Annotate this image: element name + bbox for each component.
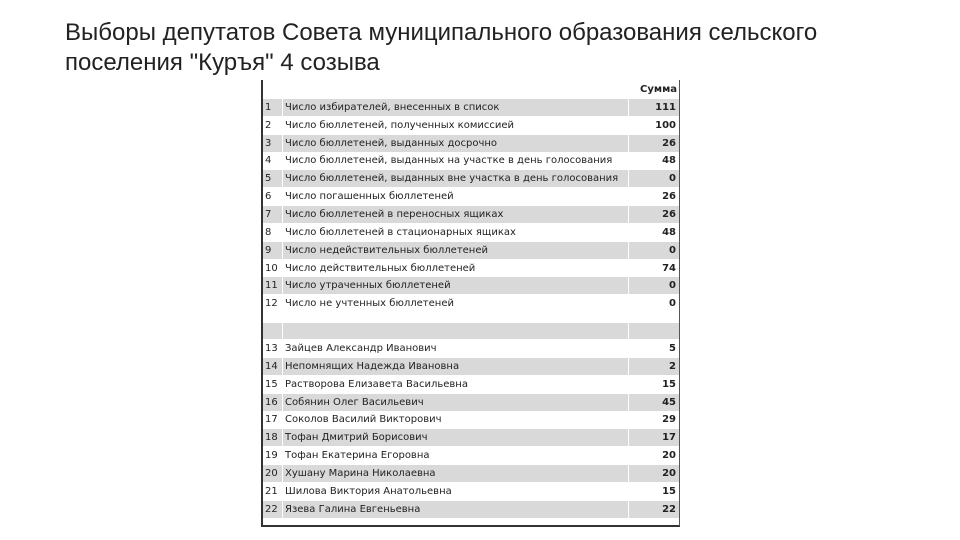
table-row	[263, 412, 679, 430]
row-number: 15	[263, 376, 283, 393]
row-label: Тофан Екатерина Егоровна	[283, 447, 629, 464]
row-number: 7	[263, 206, 283, 223]
row-value: 29	[629, 412, 679, 429]
table-row	[263, 224, 679, 242]
row-number: 22	[263, 501, 283, 518]
table-row	[263, 465, 679, 483]
blank-cell	[263, 323, 283, 339]
blank-cell	[629, 323, 679, 339]
row-value: 17	[629, 429, 679, 446]
blank-cell	[629, 313, 679, 322]
row-number: 17	[263, 412, 283, 429]
row-label: Число утраченных бюллетеней	[283, 277, 629, 294]
row-label: Соколов Василий Викторович	[283, 412, 629, 429]
row-value: 15	[629, 483, 679, 500]
blank-cell	[263, 313, 283, 322]
row-label: Число бюллетеней, выданных досрочно	[283, 135, 629, 152]
row-number: 10	[263, 260, 283, 277]
row-number: 20	[263, 465, 283, 482]
table-row	[263, 153, 679, 171]
blank-cell	[283, 313, 629, 322]
table-row	[263, 99, 679, 117]
row-value: 2	[629, 358, 679, 375]
table-row	[263, 135, 679, 153]
row-number: 21	[263, 483, 283, 500]
row-value: 111	[629, 99, 679, 116]
row-value: 0	[629, 170, 679, 187]
row-value: 20	[629, 447, 679, 464]
row-number: 14	[263, 358, 283, 375]
row-label: Непомнящих Надежда Ивановна	[283, 358, 629, 375]
row-value: 0	[629, 277, 679, 294]
row-value: 22	[629, 501, 679, 518]
table-body	[263, 99, 679, 519]
row-label: Число погашенных бюллетеней	[283, 188, 629, 205]
row-number: 19	[263, 447, 283, 464]
row-value: 15	[629, 376, 679, 393]
row-number: 5	[263, 170, 283, 187]
row-value: 26	[629, 206, 679, 223]
row-number: 2	[263, 117, 283, 134]
row-value: 74	[629, 260, 679, 277]
blank-cell	[283, 323, 629, 339]
row-label: Число бюллетеней, полученных комиссией	[283, 117, 629, 134]
row-label: Шилова Виктория Анатольевна	[283, 483, 629, 500]
row-label: Число не учтенных бюллетеней	[283, 295, 629, 312]
table-row	[263, 242, 679, 260]
table-row	[263, 170, 679, 188]
row-number: 12	[263, 295, 283, 312]
results-table	[261, 80, 680, 527]
row-label: Хушану Марина Николаевна	[283, 465, 629, 482]
row-value: 100	[629, 117, 679, 134]
row-number: 16	[263, 394, 283, 411]
slide-title: Выборы депутатов Совета муниципального образования сельского поселения "Куръя" 4 созыва	[65, 19, 818, 76]
row-label: Язева Галина Евгеньевна	[283, 501, 629, 518]
row-value: 0	[629, 295, 679, 312]
row-number: 6	[263, 188, 283, 205]
row-label: Число бюллетеней в переносных ящиках	[283, 206, 629, 223]
table-row	[263, 483, 679, 501]
row-label: Растворова Елизавета Васильевна	[283, 376, 629, 393]
row-value: 26	[629, 135, 679, 152]
table-row	[263, 340, 679, 358]
row-label: Число недействительных бюллетеней	[283, 242, 629, 259]
row-value: 0	[629, 242, 679, 259]
row-number: 11	[263, 277, 283, 294]
row-value: 48	[629, 224, 679, 241]
row-number: 9	[263, 242, 283, 259]
row-value: 45	[629, 394, 679, 411]
row-number: 4	[263, 153, 283, 170]
table-row	[263, 117, 679, 135]
blank-row	[263, 323, 679, 340]
row-label: Число бюллетеней, выданных вне участка в день голосования	[283, 170, 629, 187]
table-row	[263, 188, 679, 206]
row-number: 18	[263, 429, 283, 446]
row-label: Число бюллетеней, выданных на участке в день голосования	[283, 153, 629, 170]
row-label: Число бюллетеней в стационарных ящиках	[283, 224, 629, 241]
row-label: Собянин Олег Васильевич	[283, 394, 629, 411]
row-number: 1	[263, 99, 283, 116]
row-label: Число избирателей, внесенных в список	[283, 99, 629, 116]
table-row	[263, 376, 679, 394]
row-value: 5	[629, 340, 679, 357]
table-row	[263, 277, 679, 295]
table-row	[263, 501, 679, 519]
table-row	[263, 206, 679, 224]
table-row	[263, 447, 679, 465]
sum-column-header: Сумма	[640, 84, 677, 95]
table-row	[263, 358, 679, 376]
row-number: 8	[263, 224, 283, 241]
row-label: Тофан Дмитрий Борисович	[283, 429, 629, 446]
blank-row	[263, 313, 679, 323]
row-value: 20	[629, 465, 679, 482]
row-label: Число действительных бюллетеней	[283, 260, 629, 277]
row-number: 13	[263, 340, 283, 357]
table-row	[263, 394, 679, 412]
table-row	[263, 429, 679, 447]
table-row	[263, 295, 679, 313]
row-value: 26	[629, 188, 679, 205]
row-label: Зайцев Александр Иванович	[283, 340, 629, 357]
table-row	[263, 260, 679, 278]
row-value: 48	[629, 153, 679, 170]
row-number: 3	[263, 135, 283, 152]
